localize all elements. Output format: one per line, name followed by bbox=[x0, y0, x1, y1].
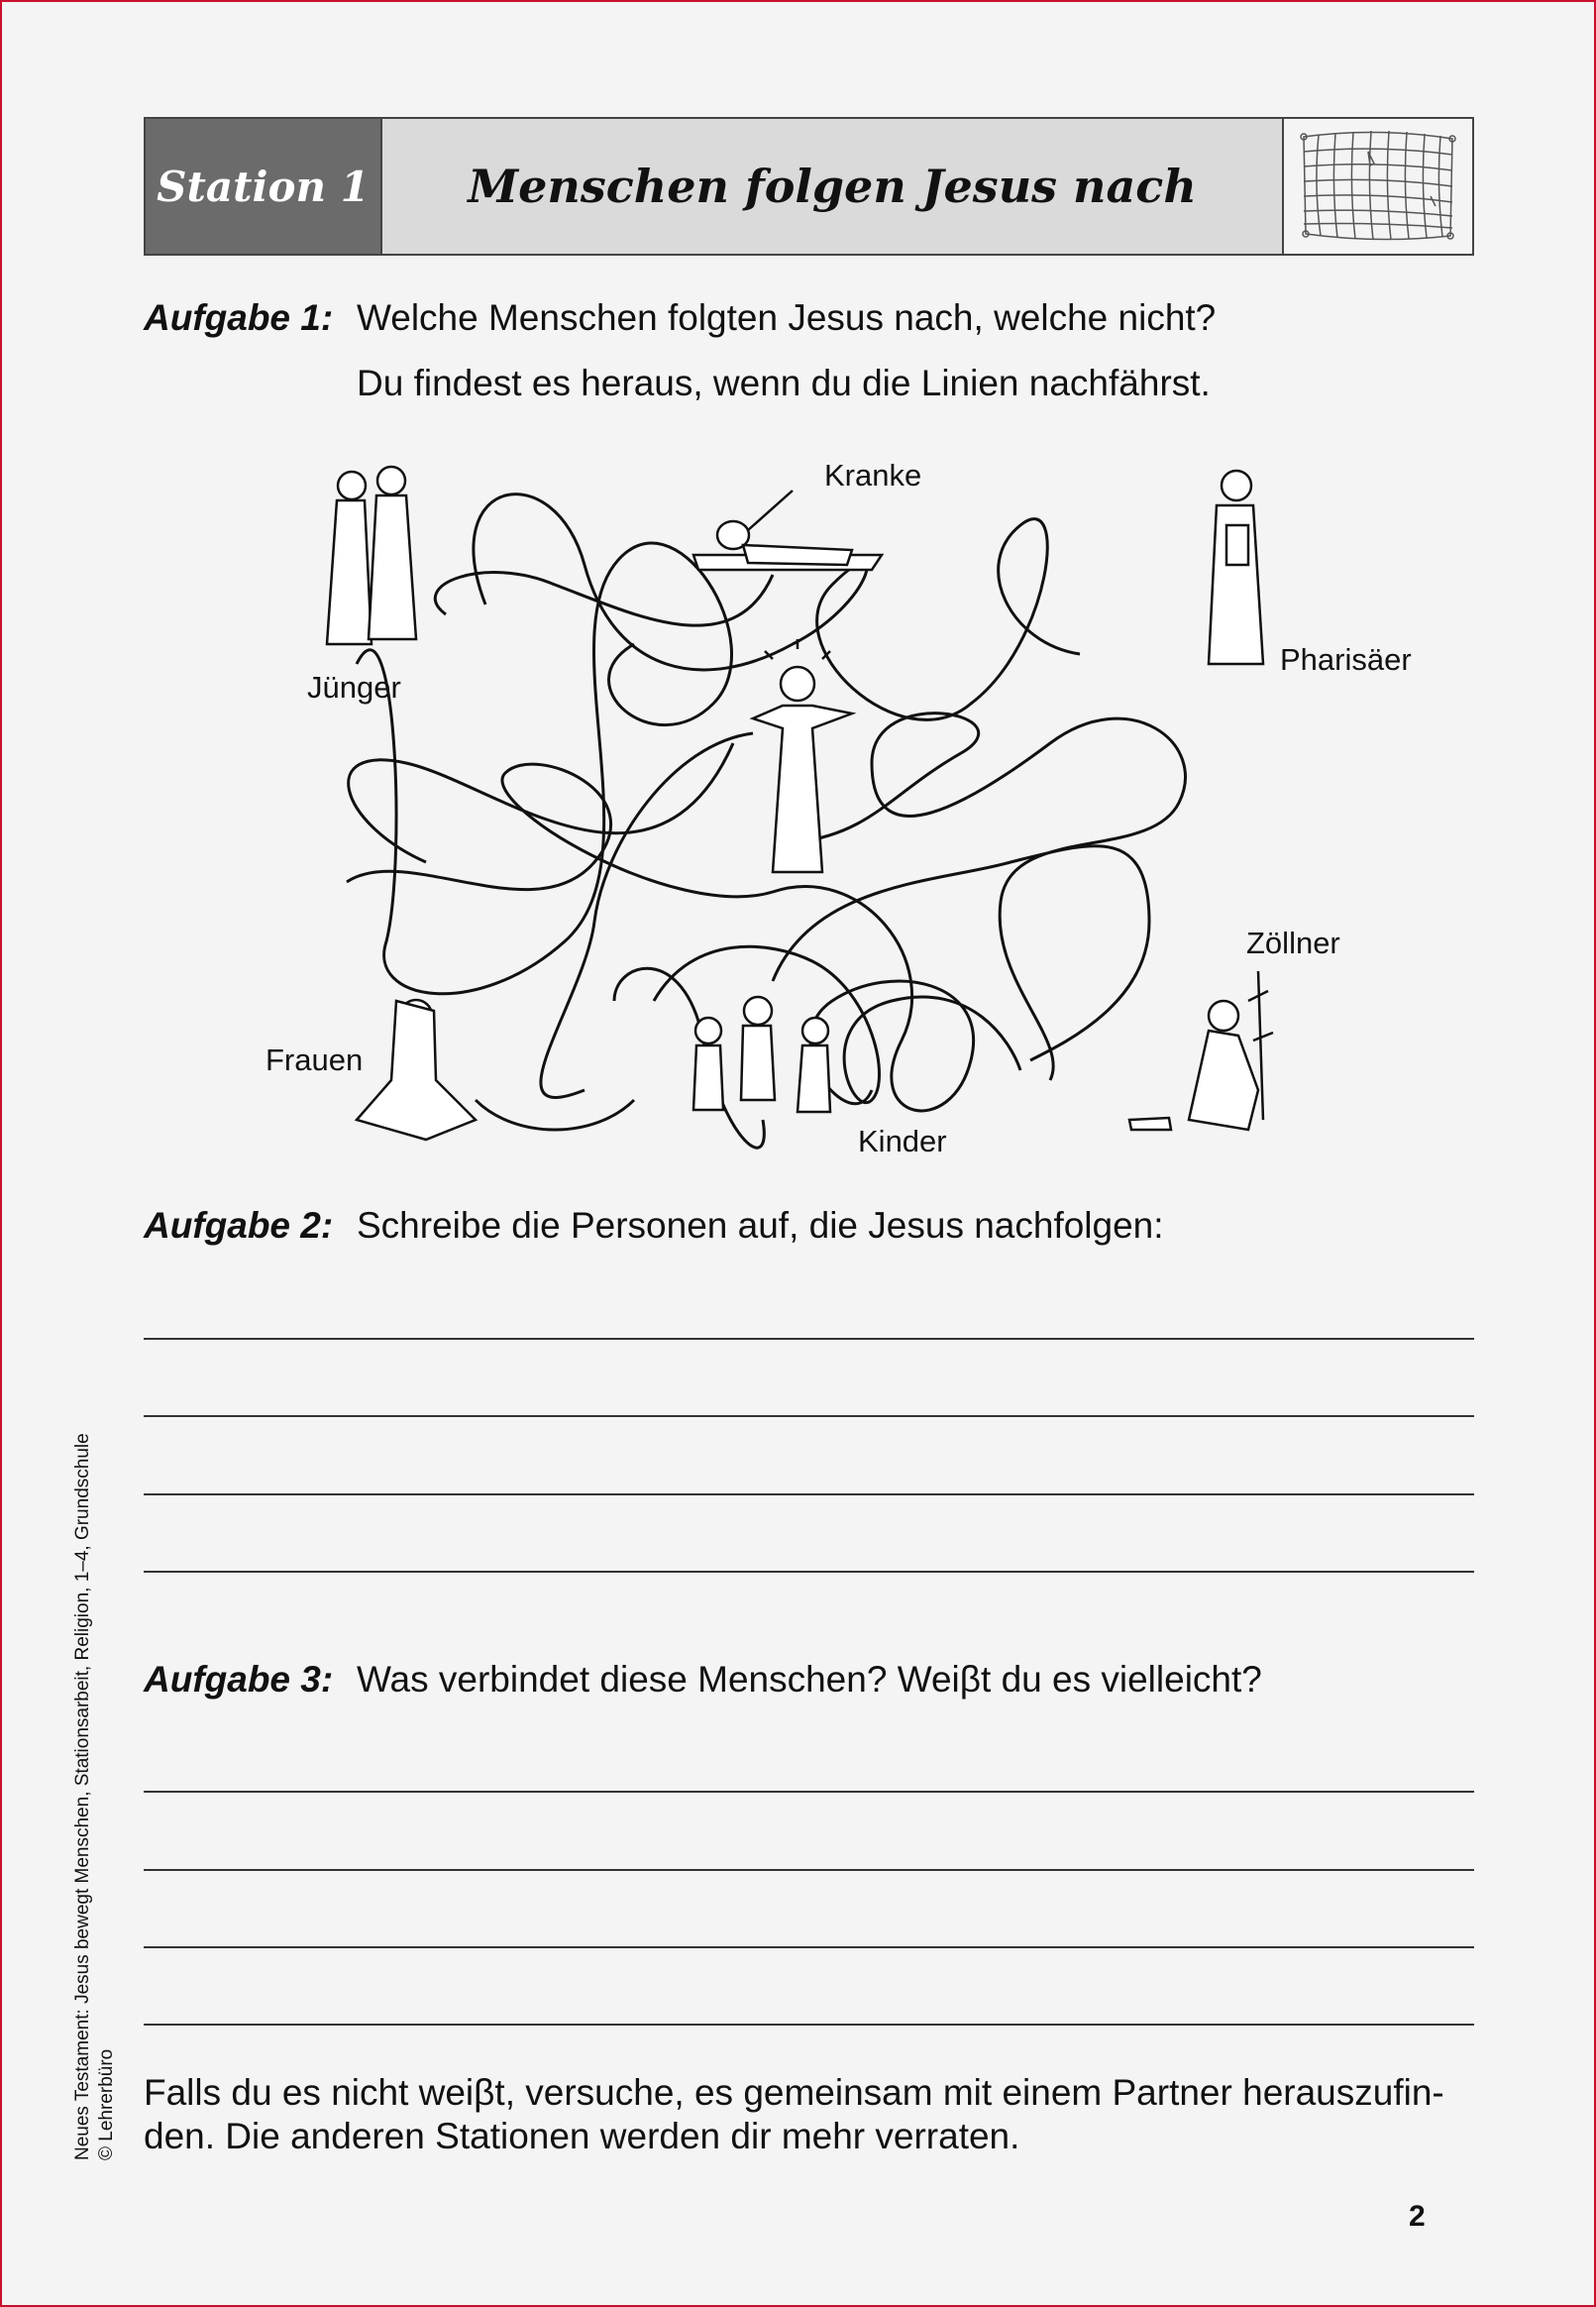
side-credit-line2: © Lehrerbüro bbox=[96, 2048, 117, 2160]
task2 bbox=[144, 1205, 1164, 1247]
task1-line2: Du findest es heraus, wenn du die Linien nachfährst. bbox=[357, 363, 1211, 403]
task3-label: Aufgabe 3: bbox=[144, 1659, 334, 1700]
frauen-figure bbox=[357, 1000, 476, 1140]
station-label: Station 1 bbox=[146, 119, 382, 254]
task3-question: Was verbindet diese Menschen? Weiβt du es vielleicht? bbox=[357, 1659, 1262, 1700]
answer-line[interactable] bbox=[144, 1946, 1474, 1948]
answer-line[interactable] bbox=[144, 1415, 1474, 1417]
closing-instruction: Falls du es nicht weiβt, versuche, es gemeinsam mit einem Partner herauszufin-den. Die anderen Stationen werden dir mehr verraten. bbox=[144, 2072, 1444, 2156]
figures bbox=[327, 467, 1273, 1140]
answer-line[interactable] bbox=[144, 1338, 1474, 1340]
task2-question: Schreibe die Personen auf, die Jesus nachfolgen: bbox=[357, 1205, 1164, 1246]
juenger-figure bbox=[327, 467, 416, 644]
task1-label: Aufgabe 1: bbox=[144, 297, 334, 338]
answer-line[interactable] bbox=[144, 1493, 1474, 1495]
label-zoellner: Zöllner bbox=[1246, 926, 1340, 960]
station-header bbox=[144, 117, 1474, 256]
answer-line[interactable] bbox=[144, 1791, 1474, 1793]
fishing-net-icon bbox=[1284, 119, 1472, 254]
task1-question: Welche Menschen folgten Jesus nach, welche nicht? bbox=[357, 297, 1217, 338]
answer-line[interactable] bbox=[144, 1571, 1474, 1573]
answer-line[interactable] bbox=[144, 2024, 1474, 2026]
side-credit bbox=[71, 1433, 119, 2160]
side-credit-line1: Neues Testament: Jesus bewegt Menschen, Stationsarbeit, Religion, 1–4, Grundschule bbox=[72, 1433, 93, 2160]
maze-illustration bbox=[258, 446, 1308, 1169]
label-juenger: Jünger bbox=[307, 670, 401, 705]
task2-label: Aufgabe 2: bbox=[144, 1205, 334, 1246]
answer-line[interactable] bbox=[144, 1869, 1474, 1871]
zoellner-figure bbox=[1129, 971, 1273, 1130]
page-number: 2 bbox=[1409, 2200, 1426, 2233]
page-title: Menschen folgen Jesus nach bbox=[382, 119, 1284, 254]
kranke-figure bbox=[693, 491, 882, 570]
task3 bbox=[144, 1659, 1262, 1701]
kinder-figure bbox=[693, 997, 830, 1112]
pharisaeer-figure bbox=[1209, 471, 1263, 664]
task1-line1 bbox=[144, 297, 1216, 339]
label-kinder: Kinder bbox=[858, 1124, 947, 1158]
label-pharisaeer: Pharisäer bbox=[1280, 642, 1412, 677]
label-kranke: Kranke bbox=[824, 458, 922, 493]
label-frauen: Frauen bbox=[266, 1043, 364, 1077]
